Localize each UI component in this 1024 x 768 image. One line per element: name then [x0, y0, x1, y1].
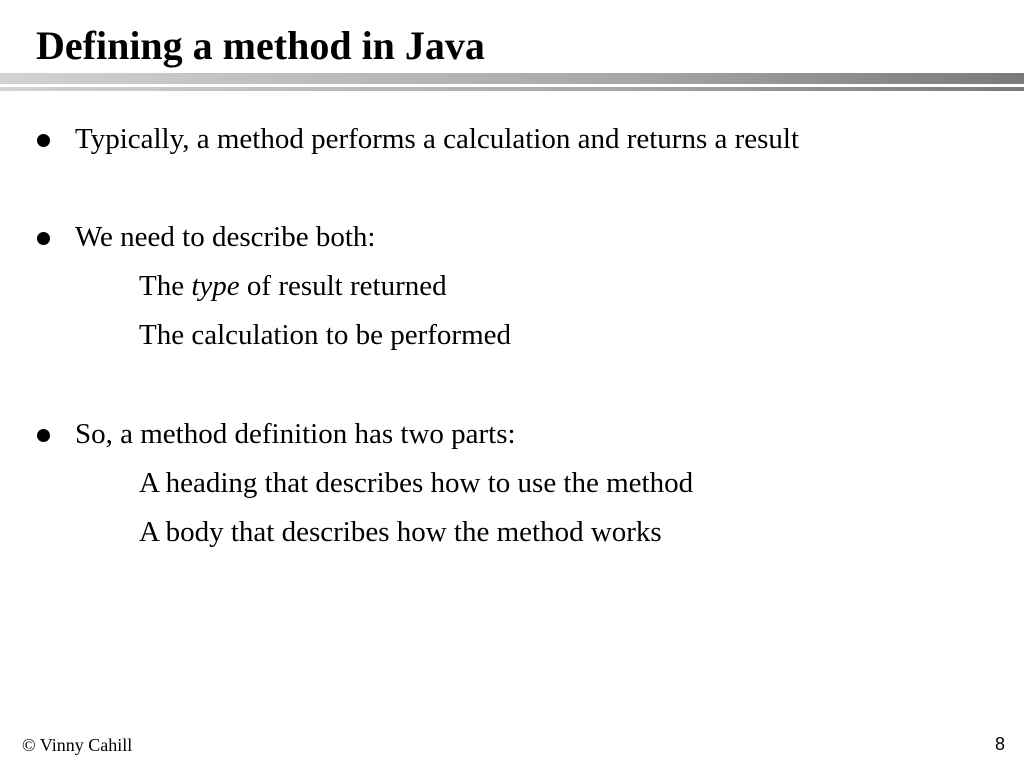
emphasis-type: type	[191, 270, 240, 302]
bullet-dot-icon	[37, 134, 50, 147]
title-rule-bar-top	[0, 73, 1024, 84]
sub-item-result-type	[139, 268, 447, 304]
footer-copyright: © Vinny Cahill	[22, 735, 133, 755]
sub-item-text: A heading that describes how to use the method	[139, 467, 694, 499]
title-divider	[0, 73, 1024, 92]
title-rule-bar-bottom	[0, 87, 1024, 91]
sub-item-body	[139, 514, 662, 550]
sub-item-text: of result returned	[239, 270, 447, 302]
bullet-text: Typically, a method performs a calculation and returns a result	[75, 123, 800, 155]
sub-item-text: A body that describes how the method works	[139, 516, 662, 548]
bullet-dot-icon	[37, 429, 50, 442]
bullet-text: So, a method definition has two parts:	[75, 418, 516, 450]
sub-item-text: The calculation to be performed	[139, 319, 512, 351]
page-number: 8	[994, 734, 1005, 754]
bullet-dot-icon	[37, 232, 50, 245]
bullet-text: We need to describe both:	[75, 221, 376, 253]
sub-item-heading	[139, 465, 693, 501]
slide-title: Defining a method in Java	[36, 23, 485, 68]
sub-item-calculation	[139, 317, 511, 353]
sub-item-text: The	[139, 270, 192, 302]
